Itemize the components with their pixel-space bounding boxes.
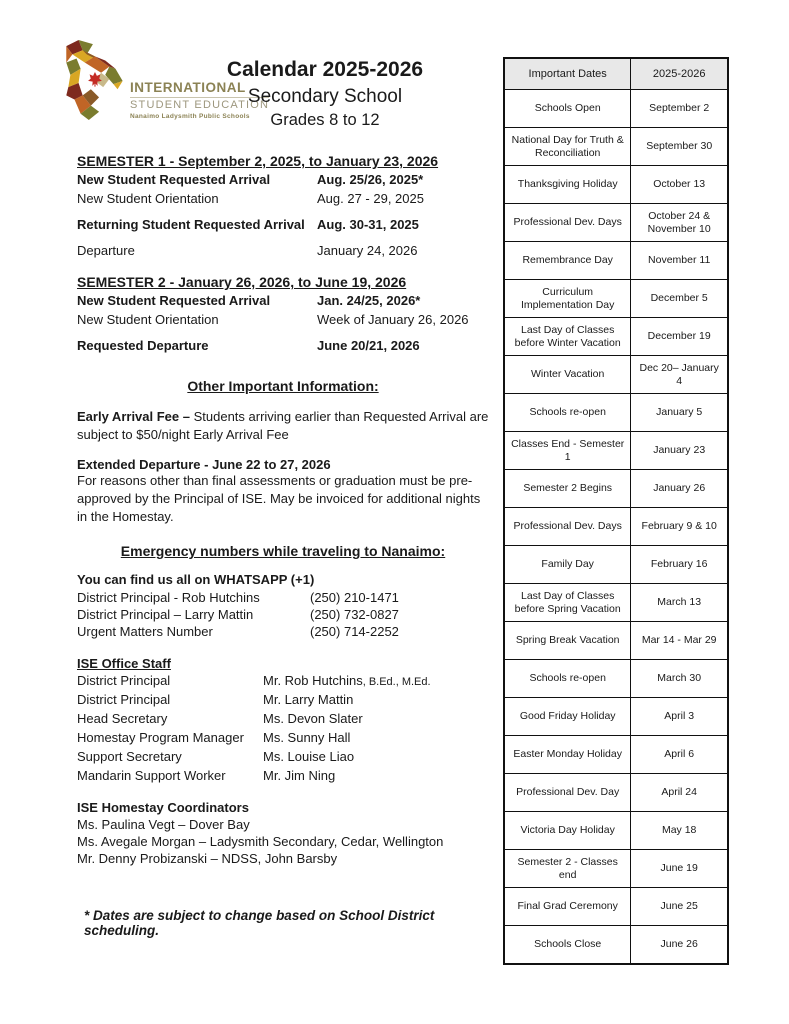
staff-role: Support Secretary — [77, 749, 182, 764]
row-label: Requested Departure — [77, 338, 209, 353]
table-row — [504, 736, 728, 774]
row-value: Aug. 30-31, 2025 — [317, 217, 419, 232]
row-label: New Student Orientation — [77, 312, 219, 327]
other-info-heading: Other Important Information: — [187, 378, 379, 394]
mosaic-fish-logo-icon — [64, 40, 128, 122]
semester1-row-departure — [77, 242, 489, 259]
table-row — [504, 318, 728, 356]
table-row — [504, 280, 728, 318]
logo-line-student-education: STUDENT EDUCATION — [130, 99, 270, 112]
table-row — [504, 356, 728, 394]
event-name-cell: National Day for Truth & Reconciliation — [504, 128, 631, 166]
table-row — [504, 698, 728, 736]
event-name-cell: Final Grad Ceremony — [504, 888, 631, 926]
semester-2-section — [77, 274, 489, 354]
table-row — [504, 204, 728, 242]
table-row — [504, 508, 728, 546]
staff-name — [263, 710, 363, 729]
emergency-contact-row — [77, 589, 489, 606]
extended-departure-text: For reasons other than final assessments or graduation must be pre-approved by the Principal of ISE. May be invoiced for additional nights in the Homestay. — [77, 473, 481, 524]
office-staff-section — [77, 655, 489, 786]
event-name-cell: Schools Close — [504, 926, 631, 965]
event-date-cell: March 13 — [631, 584, 728, 622]
staff-name — [263, 729, 350, 748]
event-name-cell: Winter Vacation — [504, 356, 631, 394]
event-date-cell: April 6 — [631, 736, 728, 774]
table-row — [504, 584, 728, 622]
row-label: New Student Requested Arrival — [77, 172, 271, 187]
event-name-cell: Semester 2 Begins — [504, 470, 631, 508]
staff-name-text: Ms. Louise Liao — [263, 749, 355, 764]
important-dates-table — [503, 57, 729, 965]
staff-row — [77, 767, 489, 786]
column-header-important-dates: Important Dates — [504, 58, 631, 90]
staff-name-text: Mr. Larry Mattin — [263, 692, 354, 707]
event-date-cell: February 16 — [631, 546, 728, 584]
event-date-cell: March 30 — [631, 660, 728, 698]
table-row — [504, 888, 728, 926]
staff-name-text: Ms. Devon Slater — [263, 711, 363, 726]
row-label: Departure — [77, 243, 135, 258]
coordinator-row: Mr. Denny Probizanski – NDSS, John Barsby — [77, 851, 338, 866]
event-name-cell: Remembrance Day — [504, 242, 631, 280]
event-name-cell: Schools Open — [504, 90, 631, 128]
row-value: June 20/21, 2026 — [317, 338, 420, 353]
row-label: New Student Orientation — [77, 191, 219, 206]
event-date-cell: October 24 & November 10 — [631, 204, 728, 242]
event-name-cell: Schools re-open — [504, 660, 631, 698]
event-date-cell: November 11 — [631, 242, 728, 280]
row-value: Aug. 27 - 29, 2025 — [317, 191, 424, 206]
event-date-cell: June 26 — [631, 926, 728, 965]
contact-label: District Principal - Rob Hutchins — [77, 590, 260, 605]
table-row — [504, 432, 728, 470]
table-row — [504, 812, 728, 850]
staff-name — [263, 672, 431, 691]
document-title-block — [196, 58, 454, 130]
staff-name-text: Mr. Jim Ning — [263, 768, 336, 783]
semester2-row-orientation — [77, 311, 489, 328]
event-name-cell: Family Day — [504, 546, 631, 584]
event-name-cell: Schools re-open — [504, 394, 631, 432]
table-row — [504, 90, 728, 128]
staff-name — [263, 691, 353, 710]
table-row — [504, 128, 728, 166]
important-dates-table-wrap — [503, 57, 729, 965]
table-row — [504, 546, 728, 584]
event-name-cell: Semester 2 - Classes end — [504, 850, 631, 888]
row-label: Returning Student Requested Arrival — [77, 217, 305, 232]
contact-phone: (250) 210-1471 — [310, 590, 399, 605]
staff-role: District Principal — [77, 673, 171, 688]
whatsapp-line: You can find us all on WHATSAPP (+1) — [77, 572, 315, 587]
event-date-cell: October 13 — [631, 166, 728, 204]
dates-disclaimer-footnote: * Dates are subject to change based on School District scheduling. — [84, 908, 435, 938]
emergency-heading: Emergency numbers while traveling to Nanaimo: — [120, 543, 446, 559]
event-name-cell: Victoria Day Holiday — [504, 812, 631, 850]
staff-row — [77, 729, 489, 748]
staff-name — [263, 767, 335, 786]
semester-1-heading: SEMESTER 1 - September 2, 2025, to January 23, 2026 — [77, 153, 439, 169]
event-date-cell: December 5 — [631, 280, 728, 318]
event-date-cell: June 19 — [631, 850, 728, 888]
event-date-cell: June 25 — [631, 888, 728, 926]
staff-row — [77, 672, 489, 691]
semester1-row-orientation — [77, 190, 489, 207]
grades-line: Grades 8 to 12 — [270, 111, 380, 129]
contact-phone: (250) 732-0827 — [310, 607, 399, 622]
coordinator-row: Ms. Avegale Morgan – Ladysmith Secondary, Cedar, Wellington — [77, 834, 444, 849]
emergency-contact-row — [77, 606, 489, 623]
event-name-cell: Professional Dev. Days — [504, 508, 631, 546]
homestay-coordinators-section — [77, 799, 489, 867]
row-label: New Student Requested Arrival — [77, 293, 271, 308]
event-date-cell: September 2 — [631, 90, 728, 128]
row-value: January 24, 2026 — [317, 243, 418, 258]
staff-role: Homestay Program Manager — [77, 730, 244, 745]
staff-row — [77, 748, 489, 767]
event-name-cell: Last Day of Classes before Winter Vacation — [504, 318, 631, 356]
event-date-cell: April 24 — [631, 774, 728, 812]
event-name-cell: Good Friday Holiday — [504, 698, 631, 736]
semester2-row-new-student-arrival — [77, 292, 489, 309]
event-name-cell: Easter Monday Holiday — [504, 736, 631, 774]
logo-line-district: Nanaimo Ladysmith Public Schools — [130, 112, 250, 120]
staff-row — [77, 710, 489, 729]
event-date-cell: January 5 — [631, 394, 728, 432]
event-name-cell: Last Day of Classes before Spring Vacation — [504, 584, 631, 622]
event-date-cell: January 26 — [631, 470, 728, 508]
table-row — [504, 926, 728, 965]
event-date-cell: January 23 — [631, 432, 728, 470]
staff-row — [77, 691, 489, 710]
event-date-cell: September 30 — [631, 128, 728, 166]
staff-role: Head Secretary — [77, 711, 168, 726]
event-name-cell: Thanksgiving Holiday — [504, 166, 631, 204]
staff-role: Mandarin Support Worker — [77, 768, 226, 783]
info-column — [77, 153, 489, 938]
staff-role: District Principal — [77, 692, 171, 707]
event-date-cell: February 9 & 10 — [631, 508, 728, 546]
table-body — [504, 90, 728, 965]
table-row — [504, 774, 728, 812]
semester1-row-returning-arrival — [77, 216, 489, 233]
page-subtitle: Secondary School — [247, 86, 403, 107]
semester-1-section — [77, 153, 489, 259]
emergency-contact-list — [77, 589, 489, 640]
event-name-cell: Curriculum Implementation Day — [504, 280, 631, 318]
event-date-cell: Dec 20– January 4 — [631, 356, 728, 394]
event-date-cell: April 3 — [631, 698, 728, 736]
table-row — [504, 470, 728, 508]
table-row — [504, 394, 728, 432]
row-value: Week of January 26, 2026 — [317, 312, 469, 327]
coordinators-list — [77, 816, 489, 867]
event-date-cell: December 19 — [631, 318, 728, 356]
logo-line-international: INTERNATIONAL — [130, 80, 246, 95]
staff-name-text: Mr. Rob Hutchins — [263, 673, 363, 688]
staff-credentials: , B.Ed., M.Ed. — [362, 676, 431, 688]
event-name-cell: Spring Break Vacation — [504, 622, 631, 660]
staff-name — [263, 748, 354, 767]
extended-departure-heading: Extended Departure - June 22 to 27, 2026 — [77, 457, 331, 472]
early-arrival-paragraph — [77, 408, 489, 444]
semester2-row-requested-departure — [77, 337, 489, 354]
event-date-cell: Mar 14 - Mar 29 — [631, 622, 728, 660]
page-title: Calendar 2025-2026 — [226, 58, 424, 81]
table-header-row — [504, 58, 728, 90]
event-name-cell: Professional Dev. Day — [504, 774, 631, 812]
semester1-row-new-student-arrival — [77, 171, 489, 188]
emergency-numbers-section — [77, 543, 489, 640]
row-value: Jan. 24/25, 2026* — [317, 293, 421, 308]
emergency-contact-row — [77, 623, 489, 640]
event-name-cell: Classes End - Semester 1 — [504, 432, 631, 470]
contact-label: Urgent Matters Number — [77, 624, 213, 639]
event-name-cell: Professional Dev. Days — [504, 204, 631, 242]
office-staff-heading: ISE Office Staff — [77, 656, 171, 671]
table-row — [504, 166, 728, 204]
contact-phone: (250) 714-2252 — [310, 624, 399, 639]
contact-label: District Principal – Larry Mattin — [77, 607, 254, 622]
coordinator-row: Ms. Paulina Vegt – Dover Bay — [77, 817, 250, 832]
early-arrival-lead: Early Arrival Fee – — [77, 409, 194, 424]
office-staff-list — [77, 672, 489, 786]
table-row — [504, 660, 728, 698]
table-row — [504, 622, 728, 660]
row-value: Aug. 25/26, 2025* — [317, 172, 424, 187]
early-arrival-text: Students arriving earlier than Requested Arrival are subject to $50/night Early Arrival Fee — [77, 409, 489, 442]
staff-name-text: Ms. Sunny Hall — [263, 730, 351, 745]
coordinators-heading: ISE Homestay Coordinators — [77, 800, 249, 815]
semester-2-heading: SEMESTER 2 - January 26, 2026, to June 19, 2026 — [77, 274, 407, 290]
other-important-info-section — [77, 378, 489, 526]
column-header-year: 2025-2026 — [631, 58, 728, 90]
table-row — [504, 242, 728, 280]
event-date-cell: May 18 — [631, 812, 728, 850]
table-row — [504, 850, 728, 888]
